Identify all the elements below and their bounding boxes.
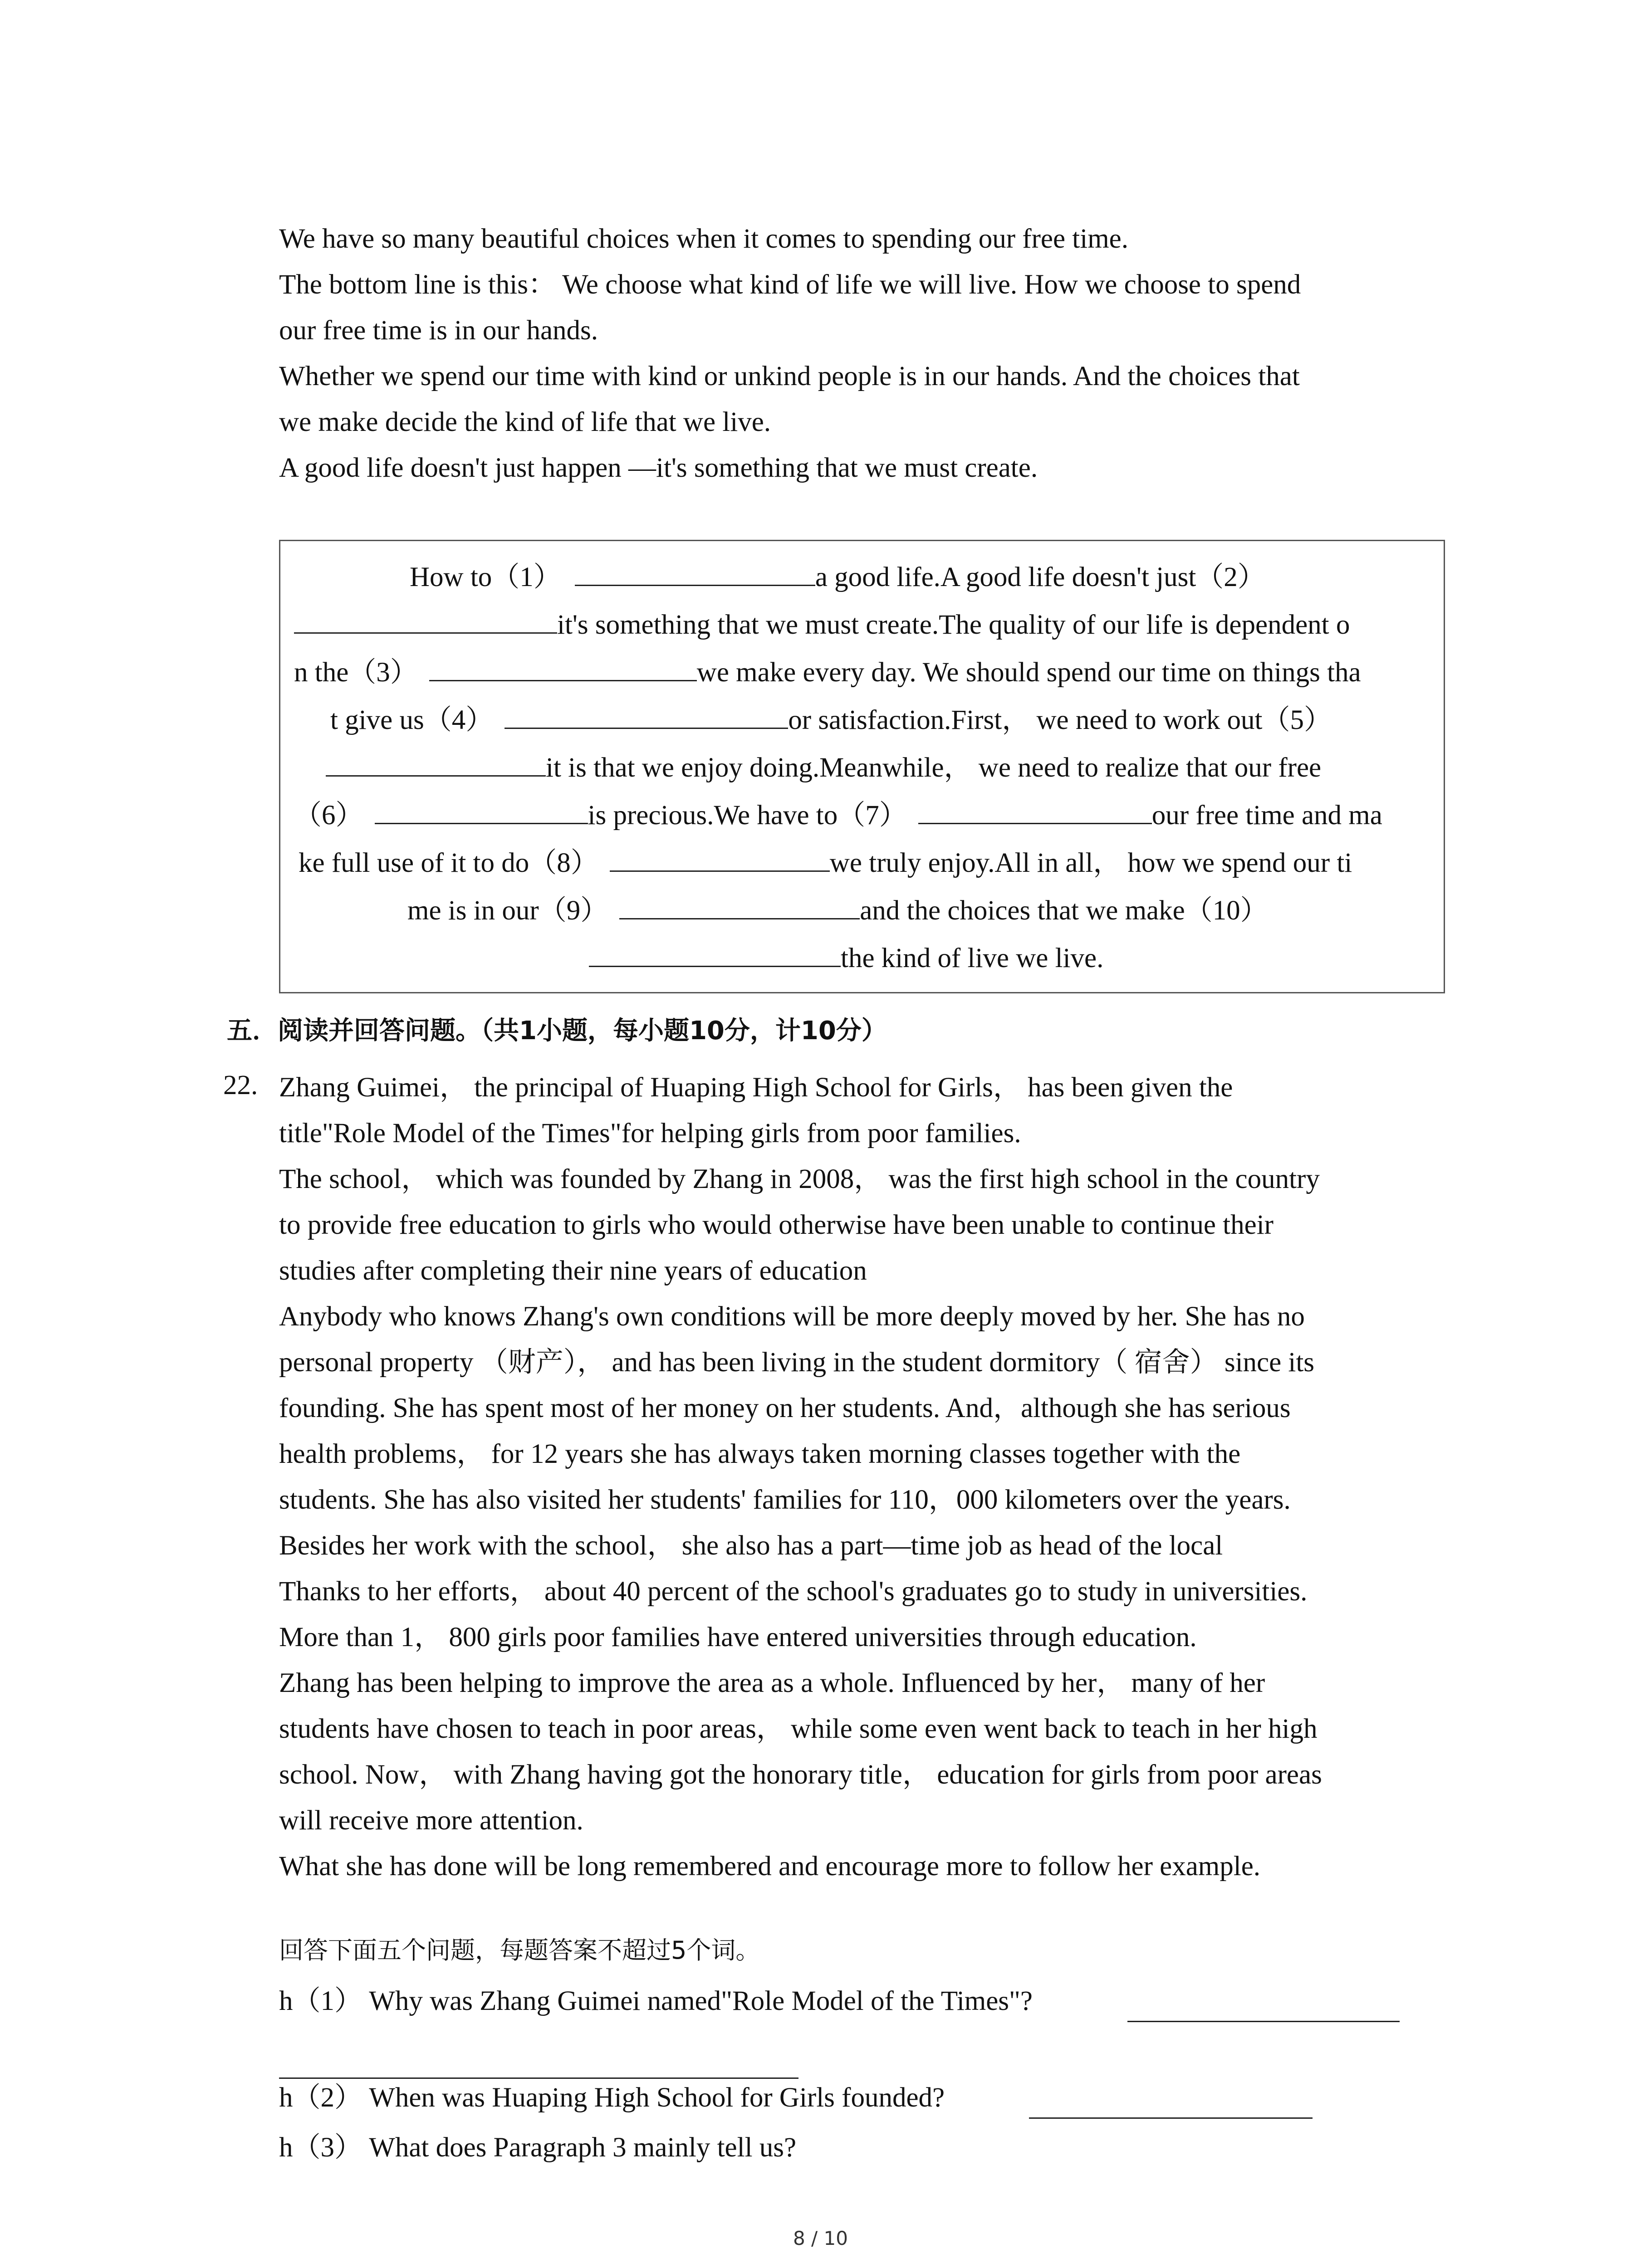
summary-text: is precious.We have to（7）	[588, 800, 907, 831]
passage-line: Zhang Guimei， the principal of Huaping High School for Girls， has been given the	[279, 1072, 1233, 1103]
question-2: h（2） When was Huaping High School for Girls founded?	[279, 2082, 945, 2113]
summary-text: t give us（4）	[330, 705, 494, 735]
passage-line: We have so many beautiful choices when it comes to spending our free time.	[279, 224, 1128, 254]
summary-text: it is that we enjoy doing.Meanwhile， we need to realize that our free	[546, 753, 1322, 783]
passage-line: title"Role Model of the Times"for helping girls from poor families.	[279, 1118, 1021, 1149]
summary-row-6	[294, 797, 1382, 834]
blank-7[interactable]	[918, 797, 1152, 824]
blank-5[interactable]	[326, 749, 546, 777]
passage-line: The bottom line is this： We choose what kind of life we will live. How we choose to spend	[279, 269, 1301, 300]
blank-4[interactable]	[505, 701, 788, 729]
blank-8[interactable]	[610, 844, 830, 872]
passage-line: students have chosen to teach in poor areas， while some even went back to teach in her high	[279, 1714, 1318, 1744]
blank-2[interactable]	[294, 606, 557, 634]
passage-line: A good life doesn't just happen —it's something that we must create.	[279, 453, 1038, 483]
passage-line: More than 1， 800 girls poor families have entered universities through education.	[279, 1622, 1197, 1652]
summary-text: it's something that we must create.The quality of our life is dependent o	[557, 610, 1350, 640]
summary-text: or satisfaction.First， we need to work out（5）	[788, 705, 1332, 735]
answer-line-1b[interactable]	[279, 2077, 798, 2079]
passage-line: students. She has also visited her students' families for 110，000 kilometers over the years.	[279, 1485, 1291, 1515]
passage-line: The school， which was founded by Zhang in 2008， was the first high school in the country	[279, 1164, 1320, 1194]
passage-line: health problems， for 12 years she has always taken morning classes together with the	[279, 1439, 1241, 1469]
passage-line: founding. She has spent most of her money on her students. And，although she has serious	[279, 1393, 1291, 1423]
summary-row-7	[299, 844, 1352, 881]
summary-text: How to（1）	[410, 562, 561, 592]
answer-line-2[interactable]	[1029, 2117, 1313, 2119]
question-3: h（3） What does Paragraph 3 mainly tell us?	[279, 2132, 797, 2163]
instruction-text: 回答下面五个问题，每题答案不超过5个词。	[279, 1936, 760, 1965]
passage-line: personal property （财产）， and has been living in the student dormitory（ 宿舍） since its	[279, 1347, 1315, 1378]
summary-text: and the choices that we make（10）	[860, 895, 1268, 926]
summary-text: （6）	[294, 800, 363, 831]
passage-line: Thanks to her efforts， about 40 percent of the school's graduates go to study in universities.	[279, 1576, 1308, 1607]
answer-line-1a[interactable]	[1127, 2021, 1400, 2022]
page-number: 8 / 10	[793, 2227, 848, 2249]
passage-line: Zhang has been helping to improve the area as a whole. Influenced by her， many of her	[279, 1668, 1265, 1698]
passage-line: What she has done will be long remembered and encourage more to follow her example.	[279, 1851, 1261, 1882]
summary-row-8	[407, 892, 1268, 929]
summary-text: ke full use of it to do（8）	[299, 848, 598, 878]
passage-line: Whether we spend our time with kind or unkind people is in our hands. And the choices that	[279, 361, 1300, 391]
blank-3[interactable]	[429, 654, 697, 681]
summary-row-5	[326, 749, 1321, 786]
summary-text: our free time and ma	[1151, 800, 1382, 831]
passage-line: Anybody who knows Zhang's own conditions will be more deeply moved by her. She has no	[279, 1301, 1305, 1332]
summary-row-2	[294, 606, 1350, 643]
passage-line: to provide free education to girls who would otherwise have been unable to continue their	[279, 1210, 1274, 1240]
passage-line: school. Now， with Zhang having got the honorary title， education for girls from poor areas	[279, 1760, 1322, 1790]
passage-line: studies after completing their nine years of education	[279, 1256, 867, 1286]
blank-10[interactable]	[589, 939, 841, 967]
summary-row-4	[330, 701, 1332, 738]
summary-text: n the（3）	[294, 657, 418, 688]
passage-line: our free time is in our hands.	[279, 315, 598, 346]
section-header: 五．阅读并回答问题。（共1小题，每小题10分，计10分）	[227, 1016, 887, 1046]
summary-text: me is in our（9）	[407, 895, 608, 926]
blank-1[interactable]	[575, 558, 815, 586]
blank-6[interactable]	[375, 797, 588, 824]
blank-9[interactable]	[619, 892, 860, 919]
question-1: h（1） Why was Zhang Guimei named"Role Model of the Times"?	[279, 1986, 1033, 2016]
passage-line: will receive more attention.	[279, 1805, 583, 1836]
summary-text: we truly enjoy.All in all， how we spend our ti	[829, 848, 1352, 878]
summary-box	[279, 540, 1445, 993]
summary-row-1	[410, 558, 1265, 596]
summary-text: the kind of live we live.	[841, 943, 1104, 973]
question-number: 22.	[223, 1070, 258, 1100]
summary-row-9	[589, 939, 1103, 977]
summary-text: a good life.A good life doesn't just（2）	[815, 562, 1265, 592]
summary-row-3	[294, 654, 1361, 691]
summary-text: we make every day. We should spend our time on things tha	[696, 657, 1361, 688]
passage-line: Besides her work with the school， she also has a part—time job as head of the local	[279, 1530, 1223, 1561]
passage-line: we make decide the kind of life that we live.	[279, 407, 771, 437]
